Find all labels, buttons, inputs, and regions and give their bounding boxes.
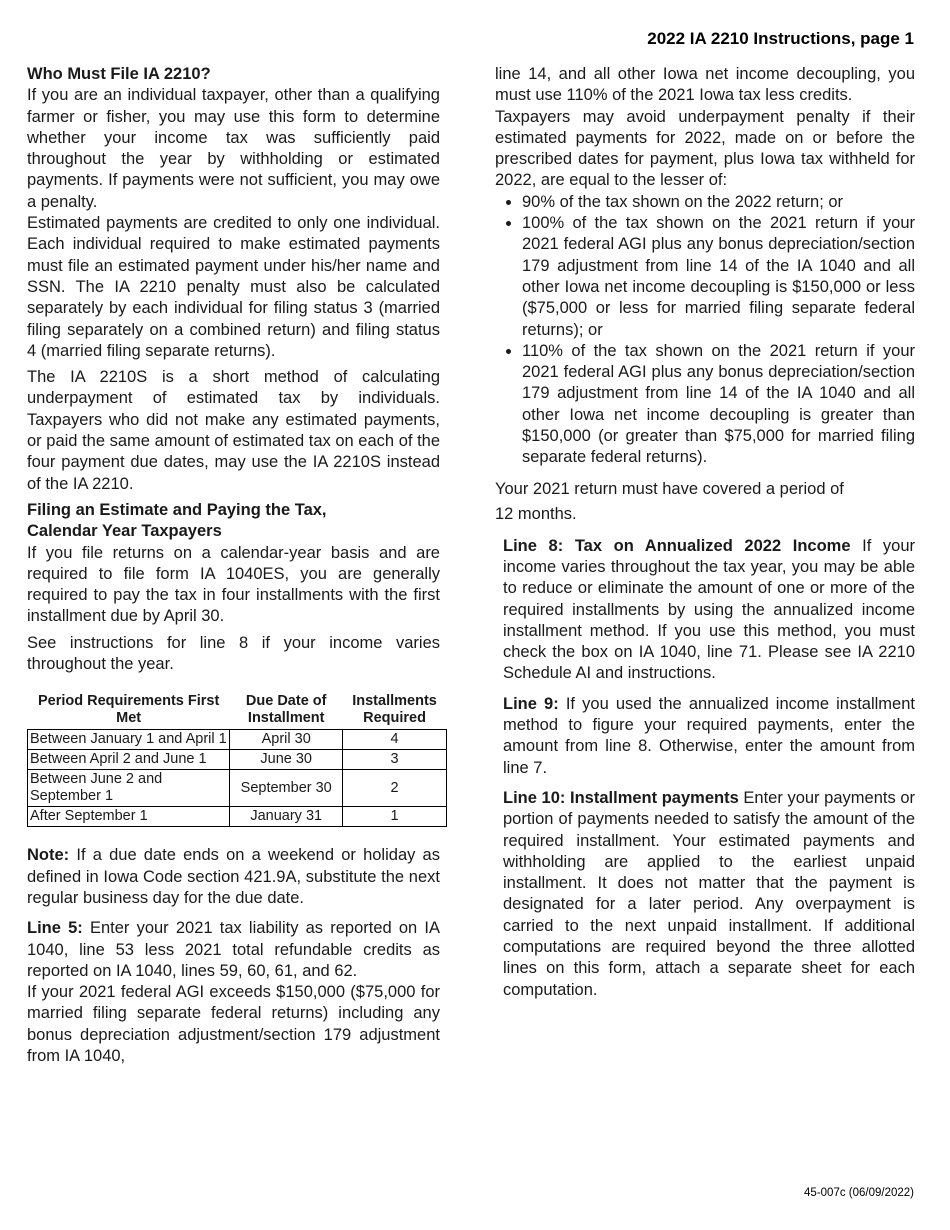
line-8-paragraph [503, 536, 915, 685]
table-cell-installments: 1 [343, 807, 447, 827]
line-10-text: Enter your payments or portion of payments needed to satisfy the amount of the required installment. Your estimated payments and withholding are applied to the earliest unpaid installment. It does not matter that the payment is designated for a later period. Any overpayment is carried to the next unpaid installment. If additional computations are required beyond the three allotted lines on this form, attach a separate sheet for each computation. [503, 788, 915, 999]
filing-heading-line-1: Filing an Estimate and Paying the Tax, [27, 500, 327, 519]
list-item: • 110% of the tax shown on the 2021 return if your 2021 federal AGI plus any bonus depreciation/section 179 adjustment from line 14 of the IA 1040 and all other Iowa net income decoupling is greater than $150,000 (or greater than $75,000 for married filing separate federal returns). [522, 341, 915, 469]
line-8-text: If your income varies throughout the tax year, you may be able to reduce or eliminate the amount of one or more of the required installments by using the annualized income installment method. If you use this method, you must check the box on IA 1040, line 71. Please see IA 2210 Schedule AI and instructions. [503, 536, 915, 683]
who-paragraph-2: Estimated payments are credited to only one individual. Each individual required to make estimated payments must file an estimated payment under his/her name and SSN. The IA 2210 penalty must also be calculated separately by each individual for filing status 3 (married filing separately on a combined return) and filing status 4 (married filing separate returns). [27, 214, 440, 360]
table-row [28, 770, 447, 807]
line-8-label: Line 8: Tax on Annualized 2022 Income [503, 536, 851, 555]
table-cell-due-date: September 30 [230, 770, 343, 807]
covered-period-line-2: 12 months. [495, 504, 577, 523]
filing-paragraph-1: If you file returns on a calendar-year basis and are required to file form IA 1040ES, you are generally required to pay the tax in four installments with the first installment due by April 30. [27, 543, 440, 626]
list-item: • 100% of the tax shown on the 2021 return if your 2021 federal AGI plus any bonus depreciation/section 179 adjustment from line 14 of the IA 1040 and all other Iowa net income decoupling is $150,000 or less ($75,000 or less for married filing separate federal returns); or [522, 213, 915, 341]
line-instructions [495, 536, 915, 1001]
line-9-text: If you used the annualized income installment method to figure your required payments, enter the amount from line 8. Otherwise, enter the amount from line 7. [503, 694, 915, 777]
note-label: Note: [27, 846, 70, 865]
line-5-paragraph-2: If your 2021 federal AGI exceeds $150,000 ($75,000 for married filing separate federal returns) including any bonus depreciation adjustment/section 179 adjustment from IA 1040, [27, 983, 440, 1065]
table-cell-due-date: June 30 [230, 750, 343, 770]
installment-table [27, 693, 447, 827]
left-column [27, 64, 440, 1067]
table-header-row [28, 693, 447, 730]
page-header-title: 2022 IA 2210 Instructions, page 1 [647, 29, 914, 48]
who-must-file-heading: Who Must File IA 2210? [27, 65, 211, 83]
table-cell-period: After September 1 [28, 807, 230, 827]
who-paragraph-1: If you are an individual taxpayer, other than a qualifying farmer or fisher, you may use this form to determine whether your income tax was sufficiently paid throughout the year by withholding or estimated payments. If payments were not sufficient, you may owe a penalty. [27, 86, 440, 211]
table-cell-installments: 4 [343, 730, 447, 750]
line-5-label: Line 5: [27, 919, 83, 938]
table-cell-period: Between January 1 and April 1 [28, 730, 230, 750]
table-cell-due-date: January 31 [230, 807, 343, 827]
line-5-text: Enter your 2021 tax liability as reported on IA 1040, line 53 less 2021 total refundable credits as reported on IA 1040, lines 59, 60, 61, and 62. [27, 919, 440, 980]
table-cell-due-date: April 30 [230, 730, 343, 750]
line-10-paragraph [503, 788, 915, 1001]
table-header-installments: Installments Required [352, 693, 437, 727]
line-9-label: Line 9: [503, 694, 559, 713]
filing-paragraph-2: See instructions for line 8 if your income varies throughout the year. [27, 633, 440, 674]
list-item: • 90% of the tax shown on the 2022 return; or [522, 192, 915, 213]
covered-period-line-1: Your 2021 return must have covered a period of [495, 479, 844, 498]
table-cell-period: Between June 2 and September 1 [28, 770, 230, 807]
form-id-footer: 45-007c (06/09/2022) [804, 1187, 914, 1199]
line-10-label: Line 10: Installment payments [503, 788, 739, 807]
table-header-due-date: Due Date of Installment [245, 693, 327, 727]
table-row [28, 750, 447, 770]
table-row [28, 730, 447, 750]
note-paragraph [27, 845, 440, 909]
avoid-penalty-paragraph: Taxpayers may avoid underpayment penalty if their estimated payments for 2022, made on or before the prescribed dates for payment, plus Iowa tax withheld for 2022, are equal to the lesser of: [495, 107, 915, 190]
lesser-of-list [495, 192, 915, 469]
filing-heading-line-2: Calendar Year Taxpayers [27, 522, 222, 541]
note-text: If a due date ends on a weekend or holiday as defined in Iowa Code section 421.9A, substitute the next regular business day for the due date. [27, 846, 440, 907]
table-header-period: Period Requirements First Met [38, 693, 220, 727]
table-row [28, 807, 447, 827]
who-paragraph-3: The IA 2210S is a short method of calculating underpayment of estimated tax by individuals. Taxpayers who did not make any estimated payments, or paid the same amount of estimated tax on each of the four payment due dates, may use the IA 2210S instead of the IA 2210. [27, 368, 440, 493]
line-9-paragraph [503, 694, 915, 779]
line-5-paragraph [27, 918, 440, 982]
continued-paragraph: line 14, and all other Iowa net income decoupling, you must use 110% of the 2021 Iowa tax less credits. [495, 65, 915, 105]
table-cell-period: Between April 2 and June 1 [28, 750, 230, 770]
table-cell-installments: 2 [343, 770, 447, 807]
right-column [495, 64, 915, 1001]
table-cell-installments: 3 [343, 750, 447, 770]
